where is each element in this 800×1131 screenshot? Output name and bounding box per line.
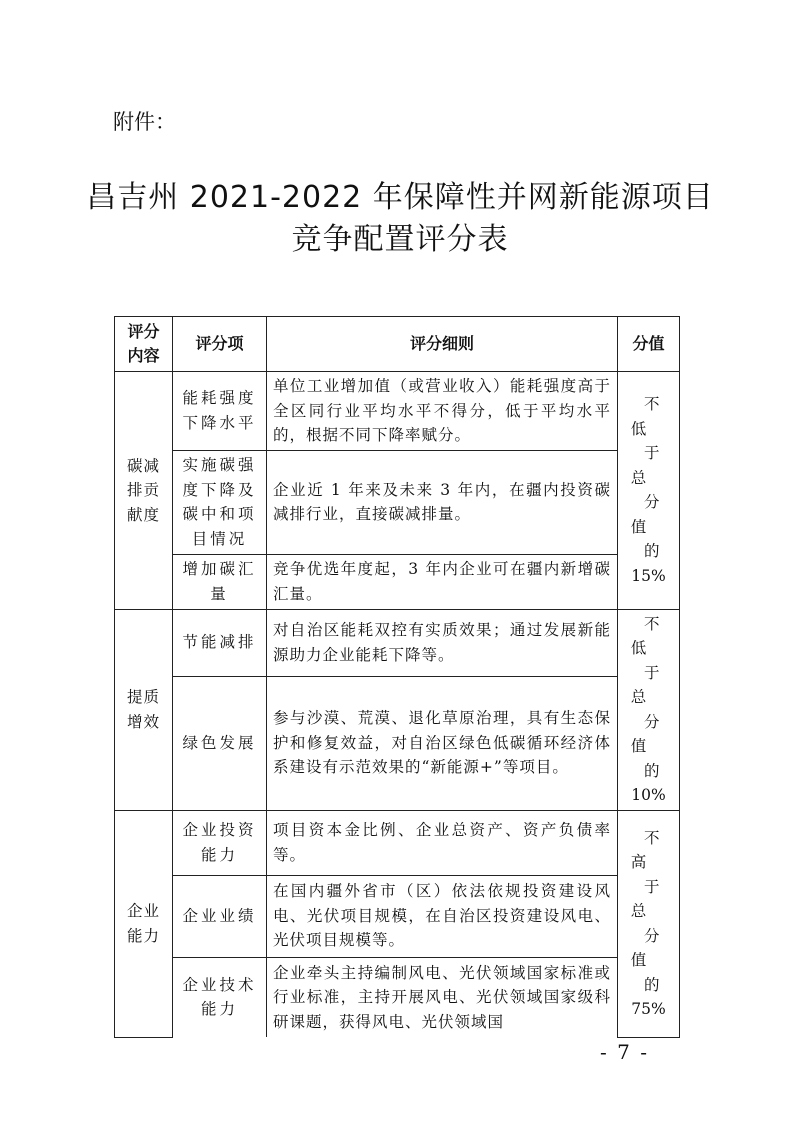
detail-text: 对自治区能耗双控有实质效果；通过发展新能源助力企业能耗下降等。	[273, 621, 611, 664]
score-cell	[618, 609, 680, 810]
detail-cell	[267, 676, 618, 810]
score-text-line: 的	[644, 975, 680, 994]
score-text-line: 分值	[630, 926, 680, 969]
header-scoring-item-label: 评分项	[195, 333, 244, 353]
score-text-line: 分值	[630, 493, 680, 536]
detail-cell	[267, 554, 618, 609]
category-cell	[115, 609, 173, 810]
score-text-line: 的	[644, 542, 680, 561]
table-row	[115, 875, 680, 957]
score-text-line: 于总	[630, 663, 680, 706]
detail-cell	[267, 810, 618, 875]
item-cell	[173, 450, 267, 554]
item-label: 增加碳汇量	[182, 560, 257, 603]
score-text-line: 于总	[630, 444, 680, 487]
detail-text: 企业牵头主持编制风电、光伏领域国家标准或行业标准，主持开展风电、光伏领域国家级科研课题，获得风电、光伏领域国	[273, 963, 611, 1031]
category-label: 碳减排贡献度	[126, 456, 160, 524]
item-cell	[173, 554, 267, 609]
page-number: - 7 -	[600, 1040, 649, 1064]
header-scoring-item	[173, 317, 267, 372]
table-row	[115, 676, 680, 810]
detail-text: 在国内疆外省市（区）依法依规投资建设风电、光伏项目规模，在自治区投资建设风电、光伏项目规模等。	[273, 882, 611, 950]
item-cell	[173, 957, 267, 1037]
score-text-line: 不低	[630, 614, 680, 657]
table-row	[115, 450, 680, 554]
score-percentage: 75%	[631, 1000, 666, 1018]
scoring-table	[114, 316, 680, 1038]
item-label: 企业投资能力	[182, 821, 257, 864]
detail-text: 企业近 1 年来及未来 3 年内，在疆内投资碳减排行业，直接碳减排量。	[273, 480, 611, 523]
score-text-line: 不高	[630, 828, 680, 871]
item-cell	[173, 875, 267, 957]
detail-cell	[267, 875, 618, 957]
table-row	[115, 957, 680, 1037]
table-row	[115, 554, 680, 609]
score-cell	[618, 372, 680, 610]
table-row	[115, 810, 680, 875]
item-label: 实施碳强度下降及碳中和项目情况	[182, 456, 257, 548]
item-label: 绿色发展	[182, 733, 257, 752]
item-cell	[173, 372, 267, 451]
item-label: 能耗强度下降水平	[182, 389, 257, 432]
detail-text: 单位工业增加值（或营业收入）能耗强度高于全区同行业平均水平不得分，低于平均水平的，根据不同下降率赋分。	[273, 377, 611, 444]
detail-text: 参与沙漠、荒漠、退化草原治理，具有生态保护和修复效益，对自治区绿色低碳循环经济体系建设有示范效果的“新能源+”等项目。	[273, 709, 611, 777]
item-cell	[173, 676, 267, 810]
item-label: 企业业绩	[182, 906, 257, 925]
header-score-label: 分值	[632, 333, 665, 353]
document-subtitle: 竞争配置评分表	[291, 222, 509, 257]
score-text-line: 于总	[630, 877, 680, 920]
score-percentage: 15%	[631, 566, 666, 585]
table-row	[115, 372, 680, 451]
category-cell	[115, 810, 173, 1037]
category-label: 企业能力	[126, 902, 160, 945]
score-text-line: 分值	[630, 712, 680, 755]
header-scoring-content-label: 评分内容	[127, 321, 160, 365]
item-label: 节能减排	[182, 633, 257, 652]
category-label: 提质增效	[126, 688, 160, 731]
header-score	[618, 317, 680, 372]
table-row	[115, 609, 680, 676]
detail-cell	[267, 957, 618, 1037]
table-header-row	[115, 317, 680, 372]
detail-text: 项目资本金比例、企业总资产、资产负债率等。	[273, 821, 611, 864]
detail-cell	[267, 609, 618, 676]
header-scoring-rules-label: 评分细则	[409, 333, 474, 353]
score-cell	[618, 810, 680, 1037]
header-scoring-rules	[267, 317, 618, 372]
item-cell	[173, 609, 267, 676]
score-percentage: 10%	[631, 786, 666, 804]
detail-cell	[267, 450, 618, 554]
score-text-line: 不低	[630, 395, 680, 438]
header-scoring-content	[115, 317, 173, 372]
detail-cell	[267, 372, 618, 451]
attachment-label: 附件：	[113, 110, 176, 134]
category-cell	[115, 372, 173, 610]
document-title: 昌吉州 2021-2022 年保障性并网新能源项目	[86, 180, 714, 215]
item-label: 企业技术能力	[182, 975, 257, 1019]
item-cell	[173, 810, 267, 875]
score-text-line: 的	[644, 761, 680, 780]
detail-text: 竞争优选年度起，3 年内企业可在疆内新增碳汇量。	[273, 560, 611, 603]
